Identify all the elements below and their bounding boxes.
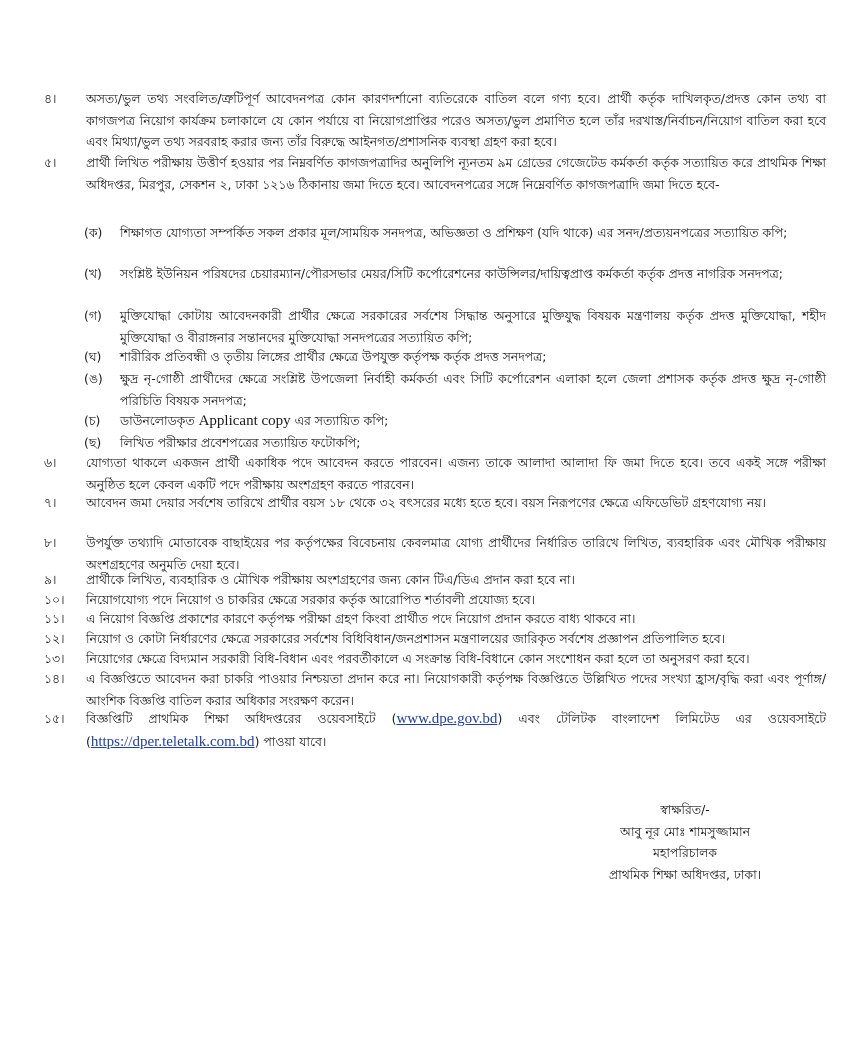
sub-item-text <box>120 410 826 433</box>
clause-text: প্রার্থীকে লিখিত, ব্যবহারিক ও মৌখিক পরীক্ষায় অংশগ্রহণের জন্য কোন টিএ/ডিএ প্রদান করা হবে না। <box>86 572 575 587</box>
sub-item-label: (ঙ) <box>84 371 103 386</box>
clause-text: অসত্য/ভুল তথ্য সংবলিত/ত্রুটিপূর্ণ আবেদনপত্র কোন কারণদর্শানো ব্যতিরেকে বাতিল বলে গণ্য হবে। প্রার্থী কর্তৃক দাখিলকৃত/প্রদত্ত কোন তথ্য বা কাগজপত্র নিয়োগ কার্যক্রম চলাকালে যে কোন পর্যায়ে বা নিয়োগপ্রাপ্তির পরেও অসত্য/ভুল প্রমাণিত হলে তাঁর দরখাস্ত/নির্বাচন/নিয়োগ বাতিল করা হবে এবং মিথ্যা/ভুল তথ্য সরবরাহ করার জন্য তাঁর বিরুদ্ধে আইনগত/প্রশাসনিক ব্যবস্থা গ্রহণ করা হবে। <box>86 91 826 149</box>
clause-number: ১৫। <box>44 711 65 726</box>
sub-item-text: মুক্তিযোদ্ধা কোটায় আবেদনকারী প্রার্থীর ক্ষেত্রে সরকারের সর্বশেষ সিদ্ধান্ত অনুসারে মুক্তিযুদ্ধ বিষয়ক মন্ত্রণালয় কর্তৃক প্রদত্ত মুক্তিযোদ্ধা, শহীদ মুক্তিযোদ্ধা ও বীরাঙ্গনার সন্তানদের মুক্তিযোদ্ধা সনদপত্রের সত্যায়িত কপি; <box>120 308 826 345</box>
sub-item-label: (খ) <box>84 266 102 281</box>
clause-number: ১১। <box>44 611 65 626</box>
signature-block <box>560 799 810 885</box>
sub-item-text: শিক্ষাগত যোগ্যতা সম্পর্কিত সকল প্রকার মূল/সাময়িক সনদপত্র, অভিজ্ঞতা ও প্রশিক্ষণ (যদি থাকে) এর সনদ/প্রত্যয়নপত্রের সত্যায়িত কপি; <box>120 225 788 240</box>
clause-number: ৯। <box>44 572 57 587</box>
clause-number: ৮। <box>44 535 57 550</box>
clause-text: নিয়োগের ক্ষেত্রে বিদ্যমান সরকারী বিধি-বিধান এবং পরবর্তীকালে এ সংক্রান্ত বিধি-বিধানে কোন সংশোধন করা হলে তা অনুসরণ করা হবে। <box>86 651 750 666</box>
clause-number: ১৪। <box>44 671 65 686</box>
sub-item-text: শারীরিক প্রতিবন্ধী ও তৃতীয় লিঙ্গের প্রার্থীর ক্ষেত্রে উপযুক্ত কর্তৃপক্ষ কর্তৃক প্রদত্ত সনদপত্র; <box>120 349 547 364</box>
sub-item-text: লিখিত পরীক্ষার প্রবেশপত্রের সত্যায়িত ফটোকপি; <box>120 435 361 450</box>
clause-text-part: বিজ্ঞপ্তিটি প্রাথমিক শিক্ষা অধিদপ্তরের ওয়েবসাইটে ( <box>86 711 397 726</box>
clause-text: প্রার্থী লিখিত পরীক্ষায় উত্তীর্ণ হওয়ার পর নিম্নবর্ণিত কাগজপত্রাদির অনুলিপি ন্যূনতম ৯ম গ্রেডের গেজেটেড কর্মকর্তা কর্তৃক সত্যায়িত করে প্রাথমিক শিক্ষা অধিদপ্তর, মিরপুর, সেকশন ২, ঢাকা ১২১৬ ঠিকানায় জমা দিতে হবে। আবেদনপত্রের সঙ্গে নিম্নেবর্ণিত কাগজপত্রাদি জমা দিতে হবে- <box>86 155 826 192</box>
clause-number: ১২। <box>44 631 65 646</box>
sub-item-text-part: ডাউনলোডকৃত <box>120 413 199 428</box>
signatory-name: আবু নূর মোঃ শামসুজ্জামান <box>620 823 750 839</box>
signed-mark: স্বাক্ষরিত/- <box>660 802 710 817</box>
dpe-website-link[interactable]: www.dpe.gov.bd <box>396 711 498 727</box>
signatory-designation: মহাপরিচালক <box>653 845 717 860</box>
clause-text-part: ) পাওয়া যাবে। <box>254 733 327 749</box>
clause-text: নিয়োগ ও কোটা নির্ধারণের ক্ষেত্রে সরকারের সর্বশেষ বিধিবিধান/জনপ্রশাসন মন্ত্রণালয়ের জারিকৃত সর্বশেষ প্রজ্ঞাপন প্রতিপালিত হবে। <box>86 631 726 646</box>
clause-text <box>86 708 826 753</box>
clause-text: এ নিয়োগ বিজ্ঞপ্তি প্রকাশের কারণে কর্তৃপক্ষ পরীক্ষা গ্রহণ কিংবা প্রার্থীত পদে নিয়োগ প্রদান করতে বাধ্য থাকবে না। <box>86 611 636 626</box>
clause-text: আবেদন জমা দেয়ার সর্বশেষ তারিখে প্রার্থীর বয়স ১৮ থেকে ৩২ বৎসরের মধ্যে হতে হবে। বয়স নিরূপণের ক্ষেত্রে এফিডেভিট গ্রহণযোগ্য নয়। <box>86 495 766 510</box>
sub-item-text: সংশ্লিষ্ট ইউনিয়ন পরিষদের চেয়ারম্যান/পৌরসভার মেয়র/সিটি কর্পোরেশনের কাউন্সিলর/দায়িত্বপ্রাপ্ত কর্মকর্তা কর্তৃক প্রদত্ত নাগরিক সনদপত্র; <box>120 266 783 281</box>
applicant-copy-term: Applicant copy <box>198 413 291 429</box>
clause-text: যোগ্যতা থাকলে একজন প্রার্থী একাধিক পদে আবেদন করতে পারবেন। এজন্য তাকে আলাদা আলাদা ফি জমা দিতে হবে। তবে একই সঙ্গে পরীক্ষা অনুষ্ঠিত হলে কেবল একটি পদে পরীক্ষায় অংশগ্রহণ করতে পারবেন। <box>86 455 826 492</box>
sub-item-label: (ঘ) <box>84 349 102 364</box>
clause-number: ১০। <box>44 592 65 607</box>
sub-item-label: (চ) <box>84 413 101 428</box>
sub-item-text-part: এর সত্যায়িত কপি; <box>290 413 389 428</box>
clause-number: ১৩। <box>44 651 65 666</box>
signatory-office: প্রাথমিক শিক্ষা অধিদপ্তর, ঢাকা। <box>608 866 762 882</box>
clause-text: নিয়োগযোগ্য পদে নিয়োগ ও চাকরির ক্ষেত্রে সরকার কর্তৃক আরোপিত শর্তাবলী প্রযোজ্য হবে। <box>86 592 536 607</box>
clause-text-part: ) এবং টেলিটক বাংলাদেশ লিমিটেড এর ওয়েবসাইটে ( <box>86 711 826 749</box>
clause-text: উপর্যুক্ত তথ্যাদি মোতাবেক বাছাইয়ের পর কর্তৃপক্ষের বিবেচনায় কেবলমাত্র যোগ্য প্রার্থীদের নির্ধারিত তারিখে লিখিত, ব্যবহারিক এবং মৌখিক পরীক্ষায় অংশগ্রহণের অনুমতি দেয়া হবে। <box>86 535 826 572</box>
clause-number: ৬। <box>44 455 57 470</box>
clause-number: ৪। <box>44 91 57 106</box>
clause-number: ৭। <box>44 495 57 510</box>
sub-item-text: ক্ষুদ্র নৃ-গোষ্ঠী প্রার্থীদের ক্ষেত্রে সংশ্লিষ্ট উপজেলা নির্বাহী কর্মকর্তা এবং সিটি কর্পোরেশন এলাকা হলে জেলা প্রশাসক কর্তৃক প্রদত্ত ক্ষুদ্র নৃ-গোষ্ঠী পরিচিতি বিষয়ক সনদপত্র; <box>120 371 826 408</box>
clause-text: এ বিজ্ঞপ্তিতে আবেদন করা চাকরি পাওয়ার নিশ্চয়তা প্রদান করে না। নিয়োগকারী কর্তৃপক্ষ বিজ্ঞপ্তিতে উল্লিখিত পদের সংখ্যা হ্রাস/বৃদ্ধি করা এবং পূর্ণাঙ্গ/আংশিক বিজ্ঞপ্তি বাতিল করার অধিকার সংরক্ষণ করেন। <box>86 671 826 708</box>
sub-item-label: (গ) <box>84 308 102 323</box>
sub-item-label: (ক) <box>84 225 103 240</box>
teletalk-website-link[interactable]: https://dper.teletalk.com.bd <box>90 733 255 750</box>
sub-item-label: (ছ) <box>84 435 102 450</box>
clause-number: ৫। <box>44 155 57 170</box>
